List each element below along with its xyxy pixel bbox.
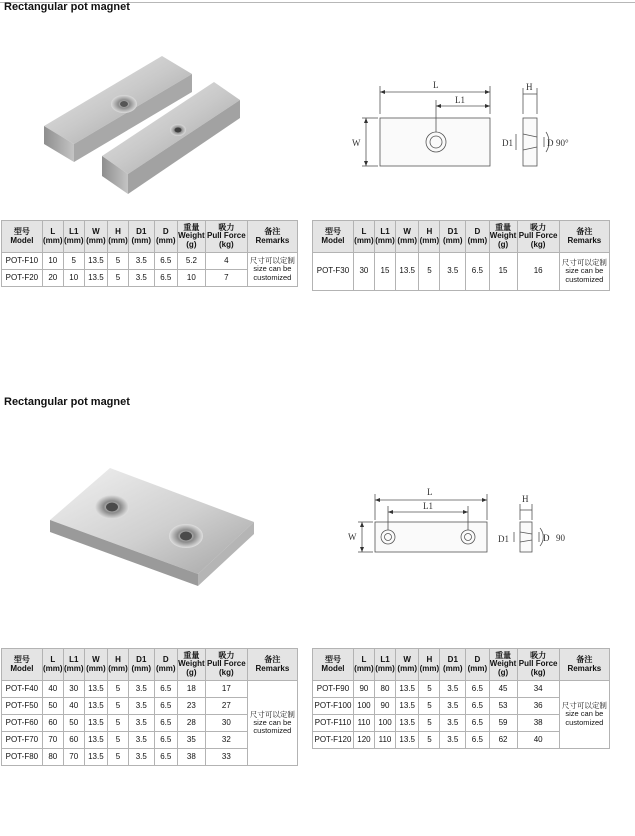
column-header-en: (mm) — [375, 663, 395, 673]
dim-label-h: H — [522, 494, 529, 504]
column-header-en: Model — [321, 235, 345, 245]
column-header-en: (mm) — [354, 235, 374, 245]
model-cell: POT-F20 — [2, 270, 43, 287]
column-header-en: (mm) — [419, 235, 440, 245]
column-header-cn: H — [115, 227, 121, 237]
column-header — [559, 649, 609, 681]
column-header-en: (mm) — [354, 663, 374, 673]
value-cell-weight: 45 — [489, 681, 517, 698]
column-header — [374, 221, 395, 253]
value-cell-H: 5 — [108, 732, 129, 749]
column-header-en: Weight — [489, 659, 517, 669]
model-cell: POT-F30 — [313, 253, 354, 291]
column-header-en: (mm) — [397, 663, 417, 673]
value-cell-H: 5 — [419, 698, 440, 715]
column-header-cn: H — [115, 655, 121, 665]
column-header-en: Pull Force — [518, 659, 558, 669]
value-cell-L: 30 — [353, 253, 374, 291]
column-header-en: (mm) — [155, 235, 176, 245]
value-cell-H: 5 — [419, 681, 440, 698]
column-header-en: (mm) — [108, 235, 128, 245]
spec-table — [1, 648, 298, 766]
model-cell: POT-F50 — [2, 698, 43, 715]
value-cell-D1: 3.5 — [128, 253, 154, 270]
value-cell-W: 13.5 — [84, 698, 107, 715]
dim-label-l1: L1 — [423, 501, 433, 511]
column-header — [313, 221, 354, 253]
value-cell-pull: 17 — [205, 681, 247, 698]
value-cell-D1: 3.5 — [440, 681, 466, 698]
remarks-cell — [247, 253, 297, 287]
dim-label-angle: 90 — [556, 533, 565, 543]
value-cell-L: 100 — [353, 698, 374, 715]
value-cell-W: 13.5 — [84, 732, 107, 749]
column-header — [177, 221, 205, 253]
column-header-cn: H — [426, 227, 433, 237]
column-header-cn: L1 — [380, 227, 390, 237]
section-title: Rectangular pot magnet — [4, 396, 130, 408]
column-header — [84, 649, 107, 681]
value-cell-L: 80 — [42, 749, 63, 766]
value-cell-D: 6.5 — [154, 698, 177, 715]
dim-label-d: D — [547, 138, 554, 148]
dim-label-w: W — [352, 138, 361, 148]
remark-en: size can be customized — [253, 264, 292, 282]
value-cell-W: 13.5 — [84, 270, 107, 287]
spec-table — [312, 220, 610, 291]
value-cell-D: 6.5 — [154, 270, 177, 287]
column-header-en: (mm) — [86, 235, 106, 245]
technical-drawing-2 — [340, 482, 580, 582]
table-header-row — [2, 649, 298, 681]
spec-table — [312, 648, 610, 749]
value-cell-D1: 3.5 — [440, 715, 466, 732]
value-cell-W: 13.5 — [84, 715, 107, 732]
column-header-cn: 型号 — [324, 227, 341, 237]
column-header-cn: 吸力 — [530, 650, 547, 660]
model-cell: POT-F110 — [313, 715, 354, 732]
value-cell-L: 40 — [42, 681, 63, 698]
remarks-cell — [247, 681, 297, 766]
value-cell-D: 6.5 — [466, 681, 489, 698]
product-photo-long-magnet — [48, 462, 258, 592]
value-cell-D: 6.5 — [466, 253, 489, 291]
remark-en: size can be customized — [565, 709, 604, 727]
column-header-cn: L1 — [380, 655, 390, 665]
value-cell-D1: 3.5 — [440, 732, 466, 749]
value-cell-weight: 23 — [177, 698, 205, 715]
remark-en: size can be customized — [565, 266, 604, 284]
section-title: Rectangular pot magnet — [4, 1, 130, 13]
column-header — [108, 221, 129, 253]
value-cell-H: 5 — [419, 715, 440, 732]
value-cell-D: 6.5 — [466, 698, 489, 715]
column-header — [396, 221, 419, 253]
column-header — [108, 649, 129, 681]
value-cell-D1: 3.5 — [128, 681, 154, 698]
column-header — [419, 649, 440, 681]
column-header-cn: 重量 — [183, 222, 200, 232]
value-cell-weight: 15 — [489, 253, 517, 291]
value-cell-pull: 7 — [205, 270, 247, 287]
column-header — [42, 649, 63, 681]
column-header-en: (mm) — [42, 235, 63, 245]
column-header-cn: W — [403, 655, 411, 665]
column-header — [353, 221, 374, 253]
column-header-unit: (g) — [186, 239, 197, 249]
value-cell-D1: 3.5 — [128, 715, 154, 732]
value-cell-D: 6.5 — [154, 732, 177, 749]
column-header-unit: (g) — [497, 667, 509, 677]
column-header-en: Model — [10, 663, 34, 673]
value-cell-W: 13.5 — [84, 681, 107, 698]
value-cell-H: 5 — [108, 698, 129, 715]
value-cell-weight: 59 — [489, 715, 517, 732]
column-header-cn: L1 — [69, 227, 79, 237]
dim-label-l: L — [433, 80, 439, 90]
value-cell-pull: 16 — [517, 253, 559, 291]
spec-table — [1, 220, 298, 287]
column-header-unit: (g) — [186, 667, 197, 677]
dim-label-d1: D1 — [502, 138, 513, 148]
value-cell-weight: 62 — [489, 732, 517, 749]
model-cell: POT-F80 — [2, 749, 43, 766]
value-cell-L1: 5 — [63, 253, 84, 270]
column-header-cn: 吸力 — [530, 222, 547, 232]
remark-cn: 尺寸可以定制 — [249, 709, 295, 719]
value-cell-D: 6.5 — [154, 749, 177, 766]
value-cell-L1: 10 — [63, 270, 84, 287]
column-header — [247, 221, 297, 253]
column-header-cn: W — [403, 227, 411, 237]
value-cell-L1: 110 — [374, 732, 395, 749]
column-header-en: Remarks — [255, 663, 290, 673]
column-header-cn: 型号 — [324, 655, 341, 665]
value-cell-pull: 4 — [205, 253, 247, 270]
column-header-en: (mm) — [63, 663, 84, 673]
value-cell-L: 10 — [42, 253, 63, 270]
value-cell-pull: 33 — [205, 749, 247, 766]
column-header-cn: W — [92, 227, 100, 237]
column-header — [353, 649, 374, 681]
dim-label-l1: L1 — [455, 95, 465, 105]
table-row — [313, 253, 610, 291]
value-cell-L: 60 — [42, 715, 63, 732]
column-header-en: Pull Force — [206, 231, 246, 241]
column-header — [84, 221, 107, 253]
value-cell-L1: 30 — [63, 681, 84, 698]
column-header-en: (mm) — [443, 235, 463, 245]
column-header-cn: D — [474, 227, 481, 237]
value-cell-L: 50 — [42, 698, 63, 715]
column-header-cn: D1 — [136, 227, 147, 237]
value-cell-L: 20 — [42, 270, 63, 287]
column-header-cn: L — [50, 227, 56, 237]
value-cell-H: 5 — [419, 732, 440, 749]
column-header-unit: (kg) — [218, 239, 234, 249]
column-header-en: Model — [10, 235, 34, 245]
value-cell-pull: 40 — [517, 732, 559, 749]
column-header-en: (mm) — [42, 663, 63, 673]
column-header-en: Pull Force — [206, 659, 246, 669]
dim-label-l: L — [427, 487, 433, 497]
column-header-en: Model — [321, 663, 345, 673]
column-header-en: (mm) — [131, 235, 152, 245]
value-cell-L: 120 — [353, 732, 374, 749]
table-row — [2, 681, 298, 698]
value-cell-L: 70 — [42, 732, 63, 749]
technical-drawing-1 — [340, 74, 580, 194]
column-header — [440, 221, 466, 253]
remark-cn: 尺寸可以定制 — [249, 256, 295, 266]
column-header — [517, 649, 559, 681]
value-cell-L1: 60 — [63, 732, 84, 749]
value-cell-W: 13.5 — [396, 698, 419, 715]
model-cell: POT-F90 — [313, 681, 354, 698]
remarks-cell — [559, 253, 609, 291]
value-cell-H: 5 — [108, 681, 129, 698]
column-header-cn: L — [361, 227, 367, 237]
value-cell-D1: 3.5 — [128, 698, 154, 715]
column-header-cn: W — [92, 655, 100, 665]
column-header-cn: 备注 — [264, 227, 281, 237]
column-header-cn: D1 — [136, 655, 147, 665]
column-header-cn: 吸力 — [218, 650, 235, 660]
dim-label-d1: D1 — [498, 534, 509, 544]
column-header — [313, 649, 354, 681]
table-row — [2, 253, 298, 270]
column-header — [489, 649, 517, 681]
value-cell-weight: 53 — [489, 698, 517, 715]
value-cell-pull: 32 — [205, 732, 247, 749]
value-cell-L1: 50 — [63, 715, 84, 732]
column-header-cn: 备注 — [576, 227, 593, 237]
column-header-unit: (kg) — [530, 667, 546, 677]
column-header — [154, 649, 177, 681]
model-cell: POT-F100 — [313, 698, 354, 715]
column-header — [374, 649, 395, 681]
column-header-en: (mm) — [467, 235, 488, 245]
column-header — [396, 649, 419, 681]
value-cell-D1: 3.5 — [128, 732, 154, 749]
model-cell: POT-F40 — [2, 681, 43, 698]
column-header-cn: D — [474, 655, 481, 665]
column-header-cn: 备注 — [264, 655, 281, 665]
column-header-cn: 备注 — [576, 655, 593, 665]
column-header — [63, 221, 84, 253]
remark-en: size can be customized — [253, 717, 292, 736]
value-cell-D1: 3.5 — [128, 270, 154, 287]
value-cell-weight: 10 — [177, 270, 205, 287]
value-cell-D1: 3.5 — [440, 253, 466, 291]
column-header-cn: D — [162, 655, 169, 665]
value-cell-D: 6.5 — [466, 715, 489, 732]
column-header — [2, 649, 43, 681]
column-header — [177, 649, 205, 681]
column-header-en: (mm) — [375, 235, 395, 245]
column-header — [2, 221, 43, 253]
column-header — [128, 649, 154, 681]
value-cell-D: 6.5 — [154, 253, 177, 270]
dim-label-d: D — [543, 533, 550, 543]
value-cell-pull: 34 — [517, 681, 559, 698]
column-header-cn: D1 — [447, 227, 458, 237]
column-header-en: Remarks — [567, 663, 602, 673]
value-cell-W: 13.5 — [396, 715, 419, 732]
column-header-unit: (kg) — [218, 667, 234, 677]
value-cell-H: 5 — [108, 270, 129, 287]
column-header-cn: L1 — [69, 655, 79, 665]
column-header-en: (mm) — [443, 663, 463, 673]
column-header — [128, 221, 154, 253]
dim-label-angle: 90° — [556, 138, 569, 148]
table-header-row — [2, 221, 298, 253]
column-header-unit: (g) — [497, 239, 509, 249]
column-header — [205, 221, 247, 253]
column-header — [559, 221, 609, 253]
column-header-en: (mm) — [131, 663, 152, 673]
value-cell-pull: 30 — [205, 715, 247, 732]
value-cell-D1: 3.5 — [440, 698, 466, 715]
model-cell: POT-F70 — [2, 732, 43, 749]
value-cell-W: 13.5 — [396, 732, 419, 749]
column-header-cn: H — [426, 655, 433, 665]
column-header — [42, 221, 63, 253]
column-header — [247, 649, 297, 681]
remarks-cell — [559, 681, 609, 749]
column-header-cn: 重量 — [495, 650, 512, 660]
column-header-cn: 重量 — [183, 650, 200, 660]
column-header-en: (mm) — [155, 663, 176, 673]
column-header-unit: (kg) — [530, 239, 546, 249]
table-row — [313, 681, 610, 698]
value-cell-D: 6.5 — [154, 681, 177, 698]
value-cell-L1: 40 — [63, 698, 84, 715]
column-header-en: Weight — [178, 659, 205, 669]
column-header-en: (mm) — [108, 663, 128, 673]
dim-label-w: W — [348, 532, 357, 542]
model-cell: POT-F120 — [313, 732, 354, 749]
value-cell-L1: 100 — [374, 715, 395, 732]
table-header-row — [313, 649, 610, 681]
column-header-en: (mm) — [467, 663, 488, 673]
value-cell-pull: 27 — [205, 698, 247, 715]
column-header-cn: 型号 — [13, 227, 30, 237]
value-cell-W: 13.5 — [396, 253, 419, 291]
value-cell-weight: 18 — [177, 681, 205, 698]
value-cell-L1: 80 — [374, 681, 395, 698]
value-cell-pull: 36 — [517, 698, 559, 715]
column-header — [440, 649, 466, 681]
column-header-cn: 吸力 — [218, 222, 235, 232]
value-cell-H: 5 — [419, 253, 440, 291]
column-header — [63, 649, 84, 681]
value-cell-D: 6.5 — [466, 732, 489, 749]
value-cell-H: 5 — [108, 715, 129, 732]
value-cell-weight: 35 — [177, 732, 205, 749]
product-photo-short-magnets — [40, 52, 245, 202]
table-header-row — [313, 221, 610, 253]
remark-cn: 尺寸可以定制 — [561, 701, 607, 711]
value-cell-L1: 90 — [374, 698, 395, 715]
value-cell-W: 13.5 — [396, 681, 419, 698]
column-header — [466, 649, 489, 681]
column-header-cn: D1 — [447, 655, 458, 665]
value-cell-weight: 28 — [177, 715, 205, 732]
column-header-en: Pull Force — [518, 231, 558, 241]
column-header-cn: L — [50, 655, 56, 665]
value-cell-L1: 15 — [374, 253, 395, 291]
column-header — [489, 221, 517, 253]
column-header-en: Remarks — [567, 235, 602, 245]
value-cell-L1: 70 — [63, 749, 84, 766]
model-cell: POT-F60 — [2, 715, 43, 732]
column-header-cn: 型号 — [13, 655, 30, 665]
column-header-en: (mm) — [419, 663, 440, 673]
value-cell-weight: 5.2 — [177, 253, 205, 270]
column-header-cn: L — [361, 655, 367, 665]
column-header — [419, 221, 440, 253]
column-header-en: Remarks — [255, 235, 290, 245]
value-cell-weight: 38 — [177, 749, 205, 766]
column-header — [517, 221, 559, 253]
column-header-cn: 重量 — [495, 222, 512, 232]
column-header-en: (mm) — [86, 663, 106, 673]
column-header-cn: D — [162, 227, 169, 237]
column-header — [205, 649, 247, 681]
value-cell-L: 110 — [353, 715, 374, 732]
value-cell-H: 5 — [108, 749, 129, 766]
value-cell-L: 90 — [353, 681, 374, 698]
column-header — [466, 221, 489, 253]
value-cell-D1: 3.5 — [128, 749, 154, 766]
value-cell-pull: 38 — [517, 715, 559, 732]
column-header-en: Weight — [489, 231, 517, 241]
column-header-en: Weight — [178, 231, 205, 241]
column-header — [154, 221, 177, 253]
value-cell-W: 13.5 — [84, 253, 107, 270]
model-cell: POT-F10 — [2, 253, 43, 270]
value-cell-D: 6.5 — [154, 715, 177, 732]
column-header-en: (mm) — [63, 235, 84, 245]
value-cell-W: 13.5 — [84, 749, 107, 766]
dim-label-h: H — [526, 82, 533, 92]
value-cell-H: 5 — [108, 253, 129, 270]
remark-cn: 尺寸可以定制 — [561, 258, 607, 268]
column-header-en: (mm) — [397, 235, 417, 245]
